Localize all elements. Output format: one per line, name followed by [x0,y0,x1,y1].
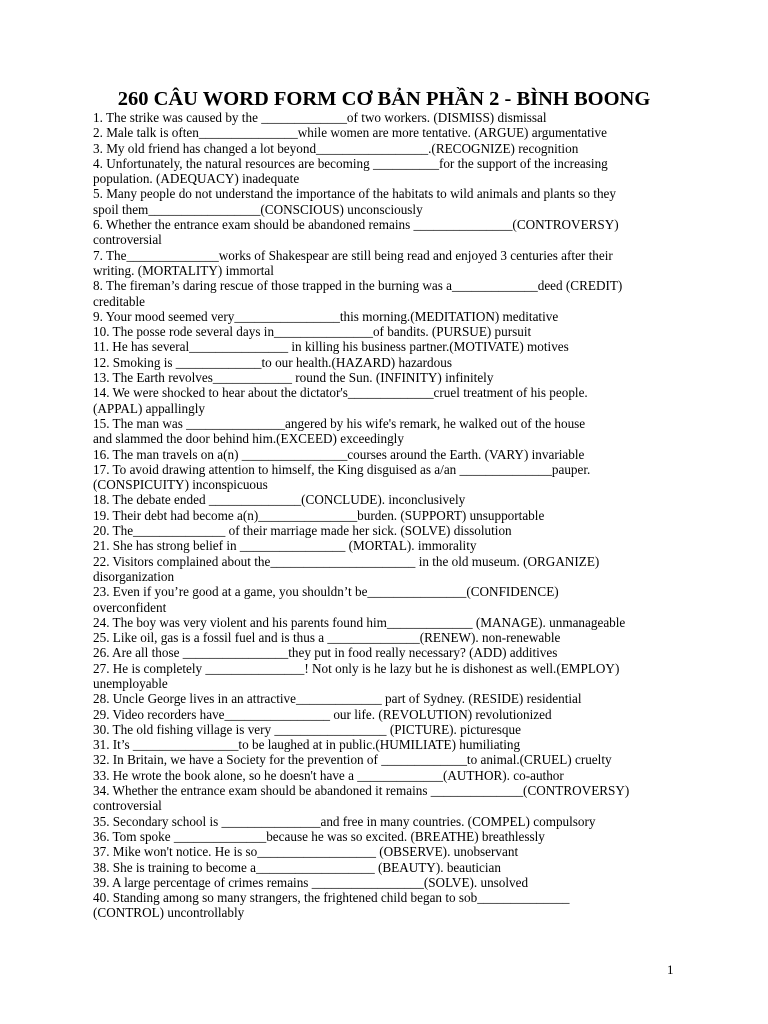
text-line: 37. Mike won't notice. He is so__________________ (OBSERVE). unobservant [93,844,519,860]
text-line: 13. The Earth revolves____________ round the Sun. (INFINITY) infinitely [93,370,494,386]
text-line: 2. Male talk is often_______________while women are more tentative. (ARGUE) argumentative [93,125,607,141]
text-line: spoil them_________________(CONSCIOUS) unconsciously [93,201,423,217]
text-line: 1. The strike was caused by the _____________of two workers. (DISMISS) dismissal [93,110,547,125]
text-line: 11. He has several_______________ in killing his business partner.(MOTIVATE) motives [93,339,569,355]
text-line: 5. Many people do not understand the importance of the habitats to wild animals and plants so they [93,186,616,202]
text-line: 9. Your mood seemed very________________this morning.(MEDITATION) meditative [93,308,559,324]
text-line: 27. He is completely _______________! Not only is he lazy but he is dishonest as well.(EMPLOY) [93,660,620,676]
text-line: 10. The posse rode several days in_______________of bandits. (PURSUE) pursuit [93,324,532,340]
text-line: (APPAL) appallingly [93,400,205,416]
text-line: 20. The______________ of their marriage made her sick. (SOLVE) dissolution [93,523,512,539]
text-line: writing. (MORTALITY) immortal [93,262,274,278]
text-line: 39. A large percentage of crimes remains _________________(SOLVE). unsolved [93,874,529,890]
text-line: 35. Secondary school is _______________and free in many countries. (COMPEL) compulsory [93,813,596,829]
text-line: 36. Tom spoke ______________because he was so excited. (BREATHE) breathlessly [93,828,545,844]
text-line: 14. We were shocked to hear about the dictator's_____________cruel treatment of his people. [93,385,588,401]
text-line: (CONSPICUITY) inconspicuous [93,477,268,493]
text-line: 29. Video recorders have________________ our life. (REVOLUTION) revolutionized [93,706,552,722]
text-line: 33. He wrote the book alone, so he doesn't have a _____________(AUTHOR). co-author [93,767,564,783]
text-line: 28. Uncle George lives in an attractive_____________ part of Sydney. (RESIDE) residential [93,691,582,707]
text-line: 4. Unfortunately, the natural resources are becoming __________for the support of the increasing [93,155,608,171]
text-line: (CONTROL) uncontrollably [93,905,245,921]
text-line: 7. The______________works of Shakespear are still being read and enjoyed 3 centuries after their [93,247,613,263]
text-line: 26. Are all those ________________they put in food really necessary? (ADD) additives [93,645,558,661]
text-line: 25. Like oil, gas is a fossil fuel and is thus a ______________(RENEW). non-renewable [93,630,561,646]
text-line: 32. In Britain, we have a Society for the prevention of _____________to animal.(CRUEL) cruelty [93,752,612,768]
text-line: 21. She has strong belief in ________________ (MORTAL). immorality [93,538,477,554]
text-line: 19. Their debt had become a(n)_______________burden. (SUPPORT) unsupportable [93,507,545,523]
text-line: 24. The boy was very violent and his parents found him_____________ (MANAGE). unmanageable [93,614,626,630]
text-line: disorganization [93,568,175,584]
text-line: 40. Standing among so many strangers, the frightened child began to sob______________ [93,890,570,906]
text-line: unemployable [93,675,168,691]
page-title: 260 CÂU WORD FORM CƠ BẢN PHẦN 2 - BÌNH BOONG [117,88,651,110]
text-line: and slammed the door behind him.(EXCEED) exceedingly [93,431,404,447]
text-line: 18. The debate ended ______________(CONCLUDE). inconclusively [93,492,466,508]
text-line: 15. The man was _______________angered by his wife's remark, he walked out of the house [93,415,586,431]
text-line: 31. It’s ________________to be laughed at in public.(HUMILIATE) humiliating [93,737,521,753]
text-line: population. (ADEQUACY) inadequate [93,171,300,187]
text-line: 12. Smoking is _____________to our health.(HAZARD) hazardous [93,354,452,370]
text-line: creditable [93,293,145,309]
text-line: 34. Whether the entrance exam should be abandoned it remains ______________(CONTROVERSY) [93,783,630,799]
text-line: 6. Whether the entrance exam should be abandoned remains _______________(CONTROVERSY) [93,217,619,233]
text-line: overconfident [93,599,167,615]
text-line: controversial [93,798,162,814]
text-line: 38. She is training to become a__________________ (BEAUTY). beautician [93,859,502,875]
text-line: controversial [93,232,162,248]
text-line: 17. To avoid drawing attention to himself, the King disguised as a/an ______________pauper. [93,461,591,477]
page-number: 1 [667,962,674,977]
text-line: 3. My old friend has changed a lot beyond_________________.(RECOGNIZE) recognition [93,140,579,156]
text-line: 23. Even if you’re good at a game, you shouldn’t be_______________(CONFIDENCE) [93,584,559,600]
text-line: 22. Visitors complained about the______________________ in the old museum. (ORGANIZE) [93,553,600,569]
text-line: 16. The man travels on a(n) ________________courses around the Earth. (VARY) invariable [93,446,585,462]
text-line: 30. The old fishing village is very _________________ (PICTURE). picturesque [93,721,521,737]
exercise-list [93,110,683,921]
text-line: 8. The fireman’s daring rescue of those trapped in the burning was a_____________deed (CREDIT) [93,278,623,294]
